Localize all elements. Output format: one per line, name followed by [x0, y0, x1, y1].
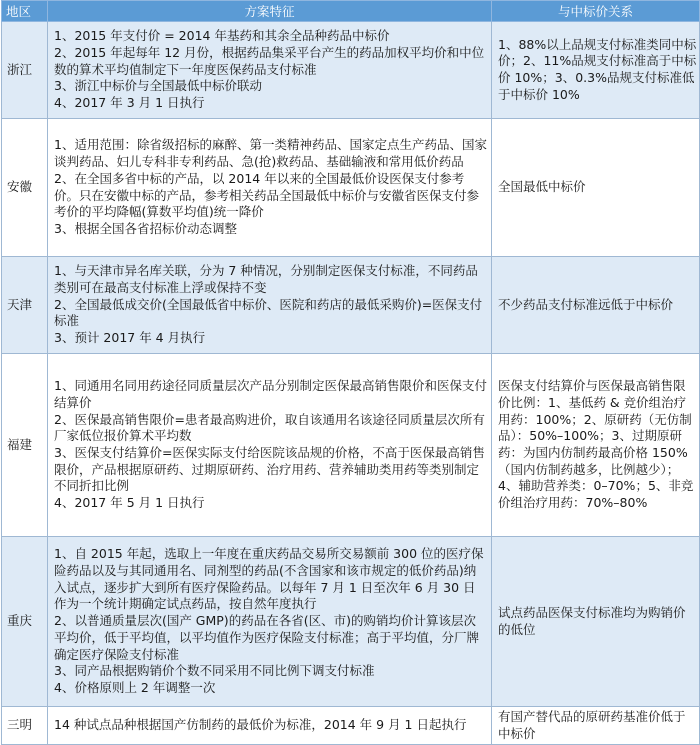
table-row [2, 707, 700, 745]
feature-item: 3、同产品根据购销价个数不同采用不同比例下调支付标准 [54, 663, 375, 679]
features-cell [48, 537, 492, 707]
features-cell [48, 354, 492, 537]
feature-item: 2、全国最低成交价(全国最低省中标价、医院和药店的最低采购价)=医保支付标准 [54, 296, 483, 329]
feature-item: 2、以普通质量层次(国产 GMP)的药品在各省(区、市)的购销均价计算该层次平均价，低于平均值，以平均值作为医疗保险支付标准；高于平均值，分厂牌确定医疗保险支付标准 [54, 613, 480, 662]
feature-item: 3、医保支付结算价=医保实际支付给医院该品规的价格，不高于医保最高销售限价，产品根据原研药、过期原研药、治疗用药、营养辅助类用药等类别制定不同折扣比例 [54, 445, 485, 494]
relation-cell: 医保支付结算价与医保最高销售限价比例：1、基低药 & 竞价组治疗用药：100%；2、原研药（无仿制品）：50%–100%；3、过期原研药：为国内仿制药最高价格 150%（国内仿制药越多，比例越少）；4、辅助营养类：0–70%；5、非竞价组治疗用药：70%–80% [492, 354, 700, 537]
table-row [2, 537, 700, 707]
feature-item: 4、2017 年 5 月 1 日执行 [54, 495, 205, 511]
relation-cell: 全国最低中标价 [492, 119, 700, 257]
relation-cell: 1、88%以上品规支付标准类同中标价；2、11%品规支付标准高于中标价 10%；3、0.3%品规支付标准低于中标价 10% [492, 22, 700, 119]
relation-cell: 有国产替代品的原研药基准价低于中标价 [492, 707, 700, 745]
region-cell: 天津 [2, 257, 48, 354]
region-cell: 三明 [2, 707, 48, 745]
feature-item: 1、适用范围：除省级招标的麻醉、第一类精神药品、国家定点生产药品、国家谈判药品、妇儿专科非专利药品、急(抢)救药品、基础输液和常用低价药品 [54, 137, 487, 170]
features-cell [48, 22, 492, 119]
feature-item: 4、2017 年 3 月 1 日执行 [54, 95, 205, 111]
feature-item: 1、自 2015 年起，选取上一年度在重庆药品交易所交易额前 300 位的医疗保险药品以及与其同通用名、同剂型的药品(不含国家和该市规定的低价药品)纳入试点，逐步扩大到所有医疗保险药品。以每年 7 月 1 日至次年 6 月 30 日作为一个统计期确定试点药品，按自然年度执行 [54, 546, 484, 612]
table-row [2, 119, 700, 257]
feature-item: 3、根据全国各省招标价动态调整 [54, 220, 237, 236]
relation-cell: 试点药品医保支付标准均为购销价的低位 [492, 537, 700, 707]
features-cell [48, 707, 492, 745]
region-cell: 安徽 [2, 119, 48, 257]
feature-item: 2、2015 年起每年 12 月份，根据药品集采平台产生的药品加权平均价和中位数的算术平均值制定下一年度医保药品支付标准 [54, 44, 485, 77]
feature-item: 3、浙江中标价与全国最低中标价联动 [54, 78, 262, 94]
feature-item: 1、与天津市异名库关联，分为 7 种情况，分别制定医保支付标准，不同药品类别可在最高支付标准上浮或保持不变 [54, 263, 478, 295]
features-cell [48, 257, 492, 354]
region-cell: 浙江 [2, 22, 48, 119]
table-row [2, 22, 700, 119]
table-row [2, 257, 700, 354]
header-row [2, 1, 700, 22]
relation-cell: 不少药品支付标准远低于中标价 [492, 257, 700, 354]
feature-item: 14 种试点品种根据国产仿制药的最低价为标准，2014 年 9 月 1 日起执行 [54, 717, 467, 733]
region-cell: 重庆 [2, 537, 48, 707]
feature-item: 1、同通用名同用药途径同质量层次产品分别制定医保最高销售限价和医保支付结算价 [54, 378, 487, 410]
table-row [2, 354, 700, 537]
region-cell: 福建 [2, 354, 48, 537]
feature-item: 4、价格原则上 2 年调整一次 [54, 679, 216, 695]
features-cell [48, 119, 492, 257]
feature-item: 3、预计 2017 年 4 月执行 [54, 330, 206, 346]
header-features: 方案特征 [48, 1, 492, 22]
feature-item: 1、2015 年支付价 = 2014 年基药和其余全品种药品中标价 [54, 28, 390, 44]
feature-item: 2、在全国多省中标的产品，以 2014 年以来的全国最低价设医保支付参考价。只在安徽中标的产品，参考相关药品全国最低中标价与安徽省医保支付参考价的平均降幅(算数平均值)统一降价 [54, 170, 480, 220]
header-relation: 与中标价关系 [492, 1, 700, 22]
feature-item: 2、医保最高销售限价=患者最高购进价，取自该通用名该途径同质量层次所有厂家低位报价算术平均数 [54, 411, 485, 444]
policy-table [1, 0, 700, 745]
header-region: 地区 [2, 1, 48, 22]
